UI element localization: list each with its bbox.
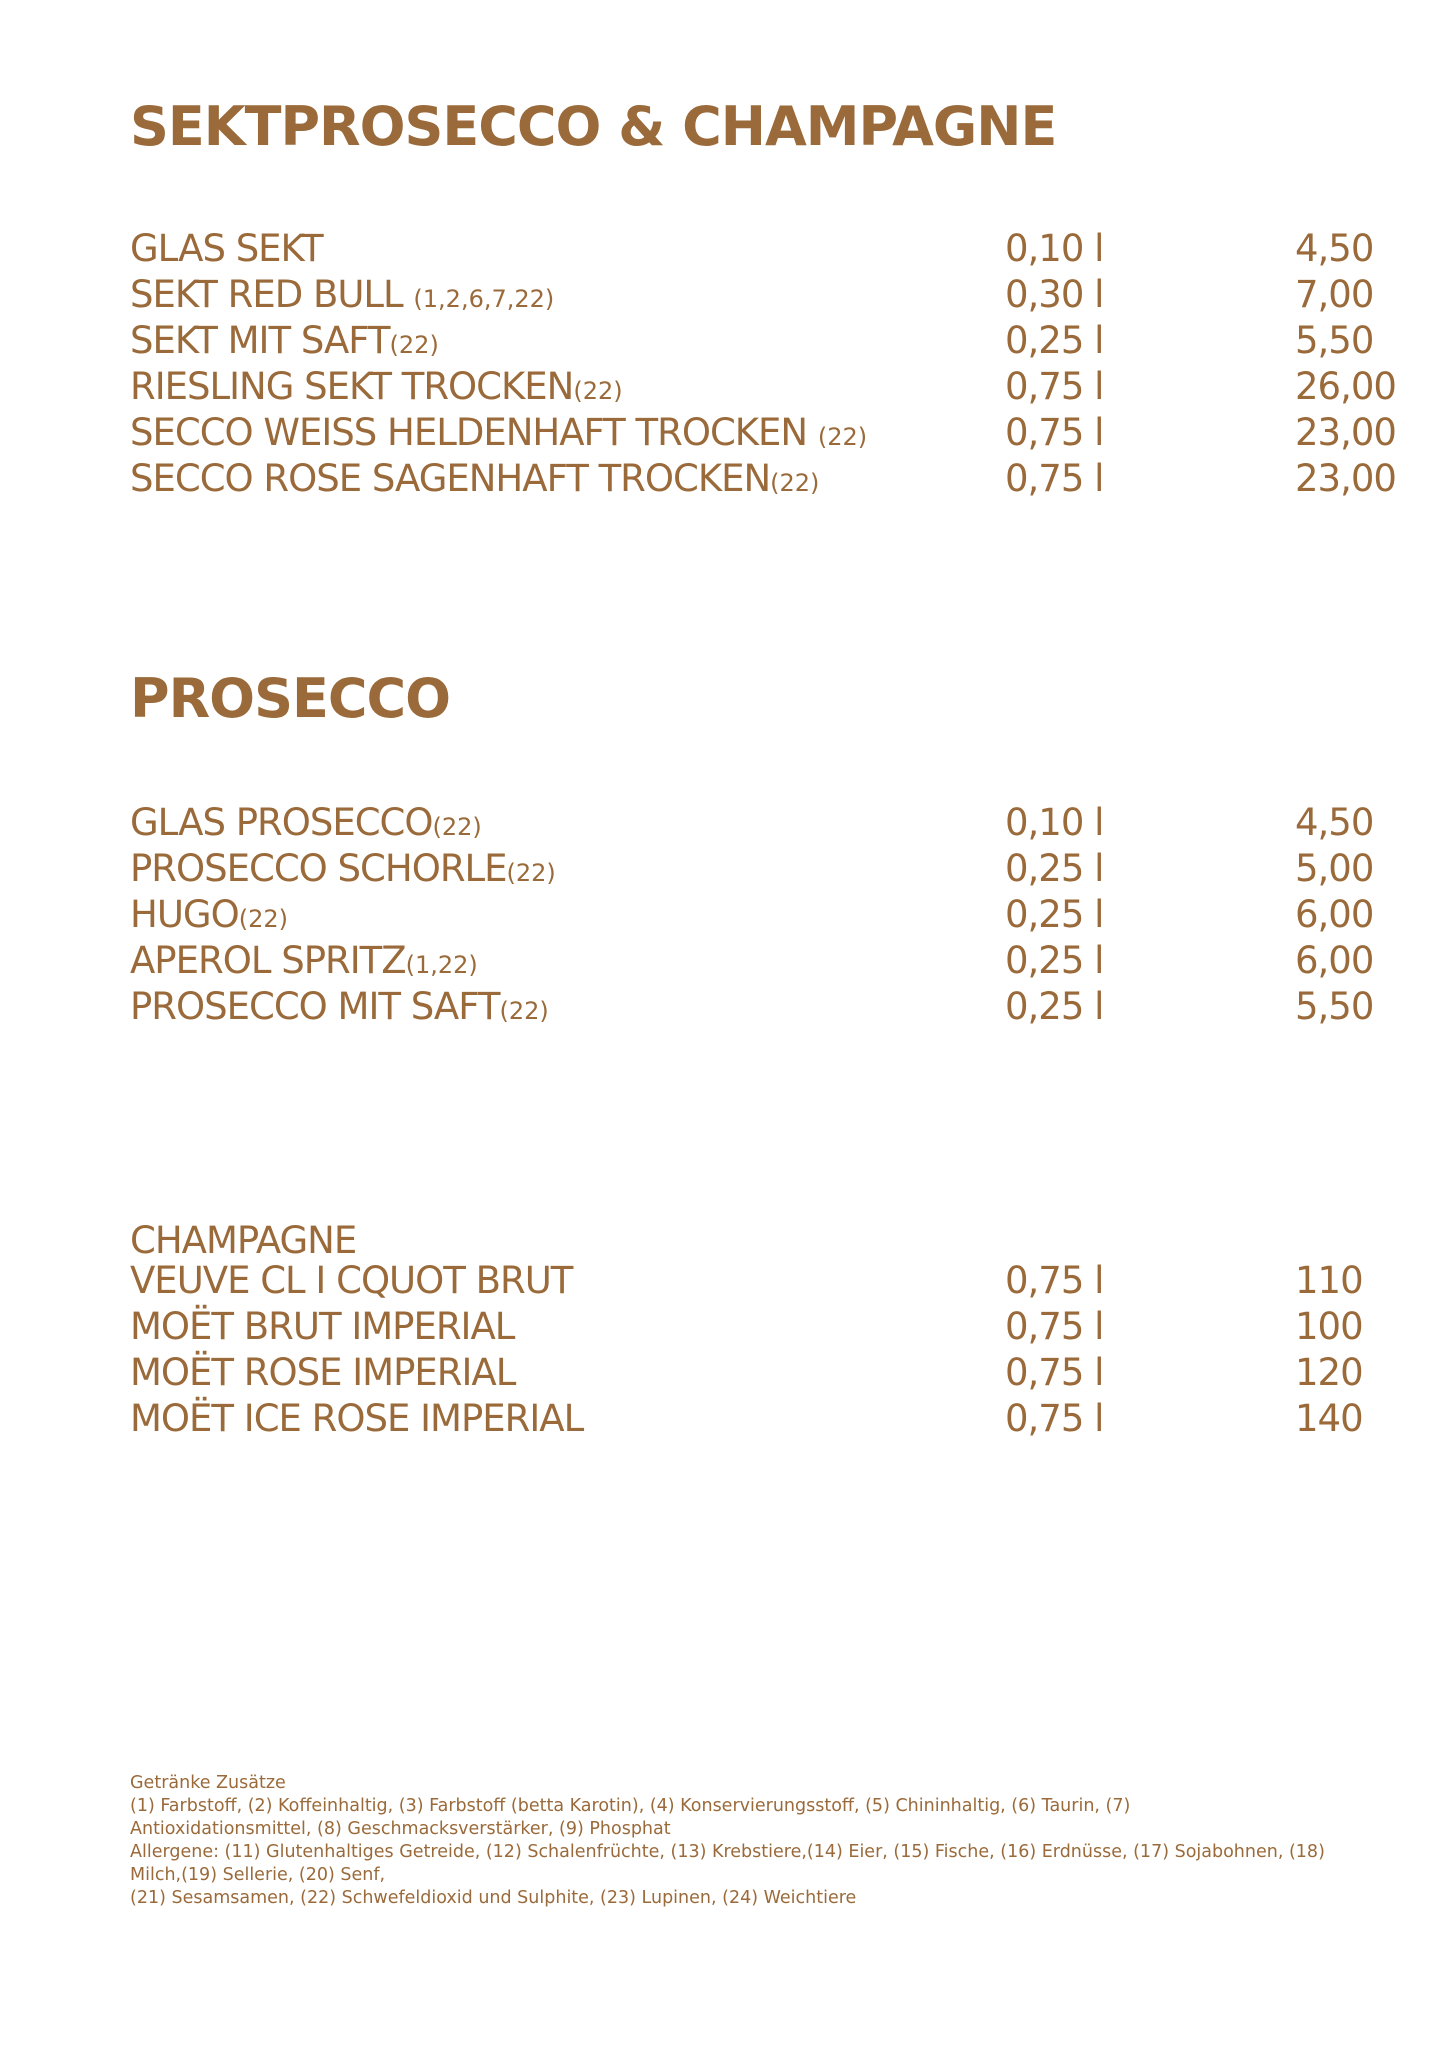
- menu-item-price: 6,00: [1295, 939, 1374, 982]
- menu-item-name-text: SECCO WEISS HELDENHAFT TROCKEN: [130, 411, 818, 454]
- menu-item-price: 4,50: [1295, 227, 1374, 270]
- menu-list-champagne: [130, 1258, 1390, 1442]
- menu-item-name: [130, 1396, 583, 1446]
- menu-item-row: [130, 364, 1396, 410]
- menu-item-name-text: APEROL SPRITZ: [130, 939, 406, 982]
- menu-item-price: 5,50: [1295, 985, 1374, 1028]
- menu-item-allergens: (22): [770, 469, 820, 497]
- menu-item-row: [130, 1350, 1390, 1396]
- menu-item-name-text: PROSECCO SCHORLE: [130, 847, 507, 890]
- menu-item-price: 23,00: [1295, 411, 1396, 454]
- menu-item-name: [130, 984, 549, 1034]
- menu-list-prosecco: [130, 800, 1390, 1030]
- menu-item-name: [130, 938, 478, 988]
- menu-item-allergens: (22): [817, 423, 868, 451]
- menu-item-volume: 0,25 l: [1005, 985, 1104, 1028]
- menu-item-volume: 0,10 l: [1005, 801, 1104, 844]
- menu-item-row: [130, 984, 1390, 1030]
- menu-item-name-text: HUGO: [130, 893, 239, 936]
- menu-item-allergens: (22): [432, 813, 482, 841]
- menu-item-name-text: MOËT ROSE IMPERIAL: [130, 1351, 516, 1394]
- footnote-line: (1) Farbstoff, (2) Koffeinhaltig, (3) Farbstoff (betta Karotin), (4) Konservierungsstoff, (5) Chininhaltig, (6) Taurin, (7): [130, 1796, 1131, 1816]
- menu-item-volume: 0,75 l: [1005, 365, 1104, 408]
- menu-item-volume: 0,30 l: [1005, 273, 1104, 316]
- menu-item-name: [130, 272, 554, 322]
- menu-item-row: [130, 1304, 1390, 1350]
- section-title-champagne: CHAMPAGNE: [130, 1219, 357, 1262]
- menu-item-price: 6,00: [1295, 893, 1374, 936]
- menu-item-allergens: (22): [238, 905, 288, 933]
- menu-item-price: 110: [1295, 1259, 1363, 1302]
- menu-item-name-text: SEKT RED BULL: [130, 273, 414, 316]
- menu-item-row: [130, 456, 1396, 502]
- allergen-footnote: [130, 1772, 1360, 1910]
- menu-item-price: 26,00: [1295, 365, 1396, 408]
- menu-item-name-text: VEUVE CL I CQUOT BRUT: [130, 1259, 573, 1302]
- menu-item-price: 100: [1295, 1305, 1363, 1348]
- menu-item-name: [130, 318, 439, 368]
- menu-item-name-text: SEKT MIT SAFT: [130, 319, 390, 362]
- menu-item-volume: 0,75 l: [1005, 1351, 1104, 1394]
- menu-item-name: [130, 456, 819, 506]
- section-title-sekt: SEKTPROSECCO & CHAMPAGNE: [130, 95, 1057, 158]
- footnote-line: Milch,(19) Sellerie, (20) Senf,: [130, 1865, 386, 1885]
- menu-item-volume: 0,75 l: [1005, 1397, 1104, 1440]
- menu-item-name: [130, 1304, 514, 1354]
- menu-item-name-text: MOËT ICE ROSE IMPERIAL: [130, 1397, 584, 1440]
- menu-item-name-text: GLAS SEKT: [130, 227, 323, 270]
- footnote-line: Antioxidationsmittel, (8) Geschmacksverstärker, (9) Phosphat: [130, 1819, 671, 1839]
- menu-item-name-text: PROSECCO MIT SAFT: [130, 985, 500, 1028]
- menu-item-allergens: (22): [506, 859, 556, 887]
- menu-item-volume: 0,75 l: [1005, 1259, 1104, 1302]
- menu-item-price: 5,00: [1295, 847, 1374, 890]
- menu-item-row: [130, 1258, 1390, 1304]
- menu-item-name-text: SECCO ROSE SAGENHAFT TROCKEN: [130, 457, 771, 500]
- menu-item-name: [130, 892, 288, 942]
- menu-item-name: [130, 800, 482, 850]
- menu-list-sekt: [130, 226, 1396, 502]
- menu-item-volume: 0,25 l: [1005, 893, 1104, 936]
- footnote-line: (21) Sesamsamen, (22) Schwefeldioxid und Sulphite, (23) Lupinen, (24) Weichtiere: [130, 1888, 857, 1908]
- menu-item-price: 4,50: [1295, 801, 1374, 844]
- menu-item-row: [130, 938, 1390, 984]
- menu-item-volume: 0,75 l: [1005, 411, 1104, 454]
- menu-item-row: [130, 892, 1390, 938]
- menu-item-name: [130, 846, 556, 896]
- menu-item-allergens: (1,2,6,7,22): [413, 285, 555, 313]
- section-title-prosecco: PROSECCO: [130, 667, 451, 730]
- menu-item-name: [130, 1258, 572, 1308]
- menu-item-volume: 0,25 l: [1005, 847, 1104, 890]
- menu-item-row: [130, 800, 1390, 846]
- menu-item-volume: 0,10 l: [1005, 227, 1104, 270]
- menu-item-row: [130, 226, 1390, 272]
- menu-item-row: [130, 1396, 1390, 1442]
- menu-item-volume: 0,75 l: [1005, 1305, 1104, 1348]
- menu-item-row: [130, 272, 1390, 318]
- menu-item-volume: 0,25 l: [1005, 319, 1104, 362]
- menu-item-name-text: MOËT BRUT IMPERIAL: [130, 1305, 515, 1348]
- menu-item-name: [130, 364, 623, 414]
- menu-item-name: [130, 1350, 515, 1400]
- menu-item-volume: 0,75 l: [1005, 457, 1104, 500]
- footnote-line: Allergene: (11) Glutenhaltiges Getreide, (12) Schalenfrüchte, (13) Krebstiere,(14) Eier, (15) Fische, (16) Erdnüsse, (17) Sojabohnen, (18): [130, 1842, 1325, 1862]
- menu-item-price: 140: [1295, 1397, 1363, 1440]
- footnote-line: Getränke Zusätze: [130, 1773, 286, 1793]
- menu-item-price: 7,00: [1295, 273, 1374, 316]
- menu-item-allergens: (22): [389, 331, 439, 359]
- menu-item-row: [130, 846, 1390, 892]
- menu-item-allergens: (22): [573, 377, 623, 405]
- menu-item-name: [130, 226, 323, 276]
- menu-item-allergens: (22): [499, 997, 549, 1025]
- menu-item-price: 120: [1295, 1351, 1363, 1394]
- menu-item-allergens: (1,22): [405, 951, 478, 979]
- menu-item-volume: 0,25 l: [1005, 939, 1104, 982]
- menu-item-price: 5,50: [1295, 319, 1374, 362]
- menu-item-name-text: GLAS PROSECCO: [130, 801, 433, 844]
- menu-item-row: [130, 410, 1396, 456]
- menu-item-row: [130, 318, 1390, 364]
- menu-item-price: 23,00: [1295, 457, 1396, 500]
- menu-item-name: [130, 410, 867, 460]
- menu-item-name-text: RIESLING SEKT TROCKEN: [130, 365, 574, 408]
